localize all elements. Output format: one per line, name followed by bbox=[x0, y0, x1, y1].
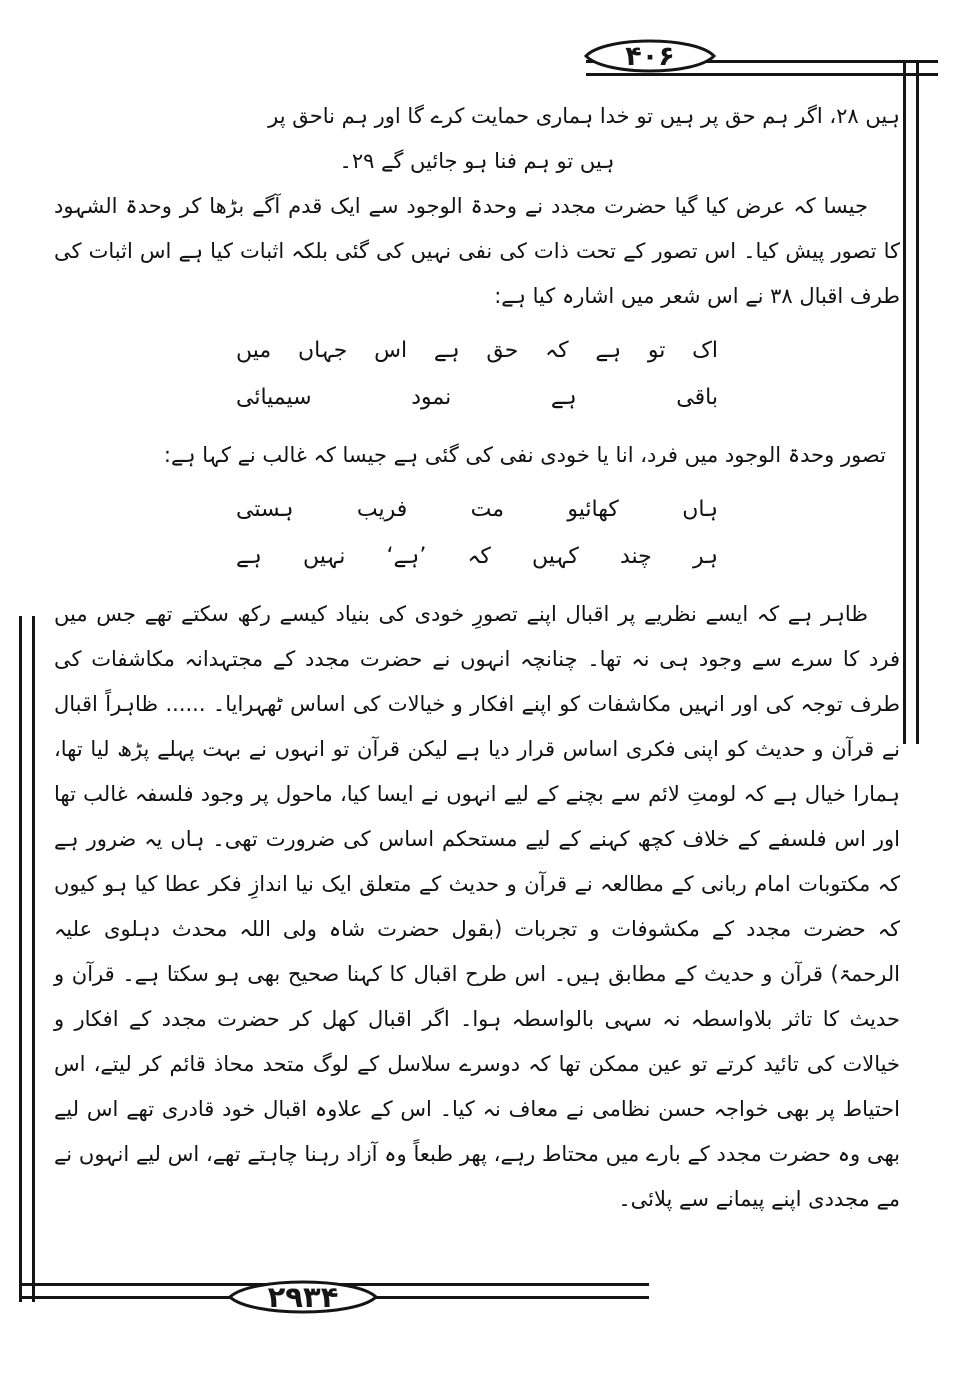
quote-line-1: ہیں ۲۸، اگر ہم حق پر ہیں تو خدا ہماری حمایت کرے گا اور ہم ناحق پر bbox=[268, 104, 900, 128]
couplet-1-line-2: باقی ہے نمود سیمیائی bbox=[236, 385, 718, 410]
right-double-rule bbox=[903, 60, 919, 744]
quote-line-2: ہیں تو ہم فنا ہو جائیں گے ۲۹۔ bbox=[339, 149, 615, 173]
page-number-cartouche bbox=[583, 32, 717, 80]
paragraph-2: تصور وحدۃ الوجود میں فرد، انا یا خودی نفی کی گئی ہے جیسا کہ غالب نے کہا ہے: bbox=[163, 443, 886, 467]
left-double-rule bbox=[19, 616, 35, 1302]
paragraph-1: جیسا کہ عرض کیا گیا حضرت مجدد نے وحدۃ الوجود سے ایک قدم آگے بڑھا کر وحدۃ الشہود کا تصور پیش کیا۔ اس تصور کے تحت ذات کی نفی نہیں کی گئی بلکہ اثبات کیا ہے اس اثبات کی طرف اقبال ۳۸ نے اس شعر میں اشارہ کیا ہے: bbox=[54, 194, 900, 308]
couplet-2 bbox=[236, 486, 718, 580]
page-number: ۴۰۶ bbox=[625, 40, 675, 72]
couplet-1-line-1: اک تو ہے کہ حق ہے اس جہاں میں bbox=[236, 338, 718, 363]
footer-number-cartouche bbox=[227, 1273, 379, 1321]
paragraph-3: ظاہر ہے کہ ایسے نظریے پر اقبال اپنے تصورِ خودی کی بنیاد کیسے رکھ سکتے تھے جس میں فرد کا سرے سے وجود ہی نہ تھا۔ چنانچہ انہوں نے حضرت مجدد کے مجتہدانہ مکاشفات کی طرف توجہ کی اور انہیں مکاشفات کو اپنے افکار و خیالات کی اساس ٹھہرایا۔ ...... ظاہراً اقبال نے قرآن و حدیث کو اپنی فکری اساس قرار دیا ہے لیکن قرآن تو انہوں نے بہت پہلے پڑھ لیا تھا، ہمارا خیال ہے کہ لومتِ لائم سے بچنے کے لیے انہوں نے ایسا کیا، ماحول پر وجود فلسفہ غالب تھا اور اس فلسفے کے خلاف کچھ کہنے کے لیے مستحکم اساس کی ضرورت تھی۔ ہاں یہ ضرور ہے کہ مکتوبات امام ربانی کے مطالعہ نے قرآن و حدیث کے متعلق ایک نیا اندازِ فکر عطا کیا ہو کیوں کہ حضرت مجدد کے مکشوفات و تجربات (بقول حضرت شاہ ولی اللہ محدث دہلوی علیہ الرحمۃ) قرآن و حدیث کے مطابق ہیں۔ اس طرح اقبال کا کہنا صحیح بھی ہو سکتا ہے۔ قرآن و حدیث کا تاثر بلاواسطہ نہ سہی بالواسطہ ہوا۔ اگر اقبال کھل کر حضرت مجدد کے افکار و خیالات کی تائید کرتے تو عین ممکن تھا کہ دوسرے سلاسل کے لوگ متحد محاذ قائم کر لیتے، اس احتیاط پر بھی خواجہ حسن نظامی نے معاف نہ کیا۔ اس کے علاوہ اقبال خود قادری تھے اس لیے بھی وہ حضرت مجدد کے بارے میں محتاط رہے، پھر طبعاً وہ آزاد رہنا چاہتے تھے، اس لیے انہوں نے مے مجددی اپنے پیمانے سے پلائی۔ bbox=[54, 602, 900, 1211]
footer-number: ۲۹۳۴ bbox=[267, 1280, 339, 1314]
text-area bbox=[54, 94, 900, 1222]
couplet-2-line-1: ہاں کھائیو مت فریب ہستی bbox=[236, 497, 718, 522]
couplet-2-line-2: ہر چند کہیں کہ ’ہے‘ نہیں ہے bbox=[236, 544, 718, 569]
couplet-1 bbox=[236, 327, 718, 421]
